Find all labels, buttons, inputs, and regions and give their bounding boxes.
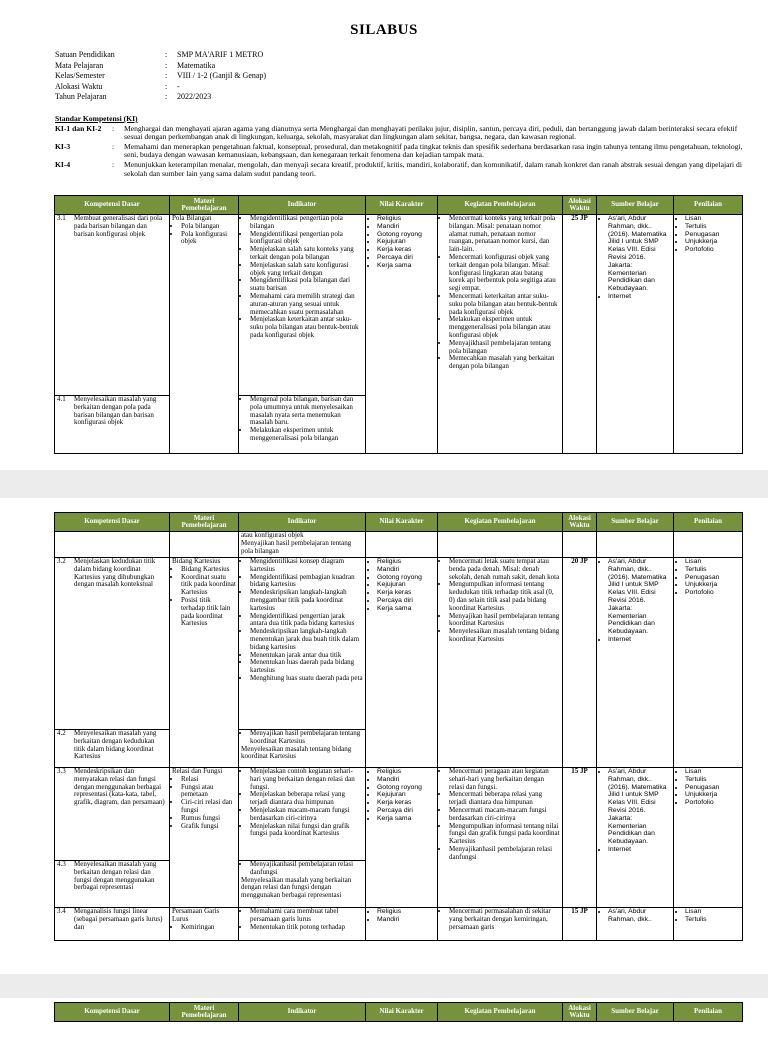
list-item: • Kerja sama: [377, 262, 435, 270]
list-item: • Koordinat suatu titik pada koordinat Kartesius: [181, 574, 236, 597]
list-item: • Mencermati letak suatu tempat atau benda pada denah. Misal: denah sekolah, denah rumah sakit, denah kota: [449, 558, 560, 581]
penilaian-list: [676, 768, 740, 807]
list-item: • Mencermati konfigurasi objek yang terkait dengan pola bilangan. Misal: konfigurasi lingkaran atau batang korek api berbentuk pola segitiga atau segi empat.: [449, 254, 560, 293]
list-item: • As'ari, Abdur Rahman, dkk.. (2016). Matematika Jilid I untuk SMP Kelas VIII. Edisi Revisi 2016. Jakarta: Kementerian Pendidikan dan Kebudayaan.: [608, 215, 671, 293]
list-item: • Menjelaskan beberapa relasi yang terjadi diantara dua himpunan: [250, 791, 363, 807]
table-row: 3.2 Menjelaskan kedudukan titik dalam bidang koordinat Kartesius yang dihubungkan dengan masalah kontekstual Bidang Kartesius • Bidang Kartesius • Koordinat suatu titik pada koordinat Kartesius • Posisi titik terhadap titik lain pada koordinat Kartesius • Mengidentifikasi konsep diagram kartesius • Mengidentifikasi pembagian kuadran bidang kartesius • Mendeskripsikan langkah-langkah menggambar titik pada koordinat kartesius • Mengidentifikasi pengertian jarak antara dua titik pada bidang kartesius • Mendeskripsikan langkah-langkah menentukan jarak dua buah titik dalam bidang kartesius • Menentukan jarak antar dua titik • Menentukan luas daerah pada bidang kartesius • Menghitung luas suatu daerah pada peta • Religius • Mandiri • Gotong royong • Kejujuran • Kerja keras • Percaya diri • Kerja sama • Mencermati letak suatu tempat atau benda pada denah. Misal: denah sekolah, denah rumah sakit, denah kota • Mengumpulkan informasi tentang kedudukan titik terhadap titik asal (0, 0) dan selain titik asal pada bidang koordinat Kartesius • Menyajikan hasil pembelajaran tentang koordinat Kartesius • Menyelesaikan masalah tentang bidang koordinat Kartesius 20 JP • As'ari, Abdur Rahman, dkk.. (2016). Matematika Jilid I untuk SMP Kelas VIII. Edisi Revisi 2016. Jakarta: Kementerian Pendidikan dan Kebudayaan. • Internet • Lisan • Tertulis • Penugasan • Unjukkerja • Portofolio: [55, 558, 743, 730]
list-item: • Menyelesaikan masalah tentang bidang koordinat Kartesius: [449, 628, 560, 644]
list-item: • Menjelaskan salah satu konfigurasi objek yang terkait dengan: [250, 262, 363, 278]
list-item: • Gotong royong: [377, 784, 435, 792]
list-item: • Lisan: [685, 558, 740, 566]
ki-row: KI-4 : Menunjukkan keterampilan menalar, mengolah, dan menyaji secara kreatif, produktif, kritis, mandiri, kolaboratif, dan komunikatif, dalam ranah konkret dan ranah abstrak sesuai dengan yang dipelajari di sekolah dan sumber lain yang sama dalam sudut pandang teori.: [55, 159, 742, 178]
list-item: • Menentukan luas daerah pada bidang kartesius: [250, 659, 363, 675]
list-item: • Unjukkerja: [685, 791, 740, 799]
table-row: 3.1 Membuat generalisasi dari pola pada barisan bilangan dan barisan konfigurasi objek Pola Bilangan • Pola bilangan • Pola konfigurasi objek • Mengidentifikasi pengertian pola bilangan • Mengidentifikasi pengertian pola konfigurasi objek • Menjelaskan salah satu konteks yang terkait dengan pola bilangan • Menjelaskan salah satu konfigurasi objek yang terkait dengan • Mengidentifikasi pola bilangan dari suatu barisan • Memahami cara memilih strategi dan aturan-aturan yang sesuai untuk memecahkan suatu permasalahan • Menjelaskan keterkaitan antar suku-suku pola bilangan atau bentuk-bentuk pada konfigurasi objek • Religius • Mandiri • Gotong royong • Kejujuran • Kerja keras • Percaya diri • Kerja sama • Mencermati konteks yang terkait pola bilangan. Misal: penataan nomor alamat rumah, penataan nomor ruangan, penataan nomor kursi, dan lain-lain. • Mencermati konfigurasi objek yang terkait dengan pola bilangan. Misal: konfigurasi lingkaran atau batang korek api berbentuk pola segitiga atau segi empat. • Mencermati keterkaitan antar suku-suku pola bilangan atau bentuk-bentuk pada konfigurasi objek • Melakukan eksperimen untuk menggeneralisasi pola bilangan atau konfigurasi objek • Menyajikhasil pembelajaran tentang pola bilangan • Memecahkan masalah yang berkaitan dengan pola bilangan 25 JP • As'ari, Abdur Rahman, dkk.. (2016). Matematika Jilid I untuk SMP Kelas VIII. Edisi Revisi 2016. Jakarta: Kementerian Pendidikan dan Kebudayaan. • Internet • Lisan • Tertulis • Penugasan • Unjukkerja • Portofolio: [55, 215, 743, 396]
list-item: • Gotong royong: [377, 231, 435, 239]
list-item: • Mencermati keterkaitan antar suku-suku pola bilangan atau bentuk-bentuk pada konfigurasi objek: [449, 293, 560, 316]
list-item: • Mengidentifikasi pembagian kuadran bidang kartesius: [250, 574, 363, 590]
info-row: Tahun Pelajaran : 2022/2023: [55, 92, 212, 101]
list-item: • Internet: [608, 846, 671, 854]
identity-block: [55, 50, 266, 103]
list-item: • Mandiri: [377, 566, 435, 574]
list-item: • Mandiri: [377, 223, 435, 231]
list-item: • Mengidentifikasi pengertian pola bilangan: [250, 215, 363, 231]
list-item: • Percaya diri: [377, 597, 435, 605]
list-item: • Percaya diri: [377, 807, 435, 815]
indikator-list: [241, 768, 363, 838]
list-item: • Rumus fungsi: [181, 815, 236, 823]
list-item: • Religius: [377, 908, 435, 916]
list-item: • Penugasan: [685, 231, 740, 239]
table-header: Kompetensi Dasar Materi Pemebelajaran Indikator Nilai Karakter Kegiatan Pembelajaran Alokasi Waktu Sumber Belajar Penilaian: [55, 513, 743, 532]
list-item: • Percaya diri: [377, 254, 435, 262]
syllabus-table: [54, 195, 743, 454]
penilaian-list: [676, 558, 740, 597]
list-item: • Mencermati konteks yang terkait pola bilangan. Misal: penataan nomor alamat rumah, penataan nomor ruangan, penataan nomor kursi, dan lain-lain.: [449, 215, 560, 254]
ki-row: KI-3 : Memahami dan menerapkan pengetahuan faktual, konseptual, prosedural, dan metakognitif pada tingkat teknis dan spesifik sederhana berdasarkan rasa ingin tahunya tentang ilmu pengetahuan, teknologi, seni, budaya dengan wawasan kemanusiaan, kebangsaan, dan kenegaraan terkait fenomena dan kejadian tampak mata.: [55, 141, 743, 160]
list-item: • Unjukkerja: [685, 581, 740, 589]
table-header: Kompetensi Dasar Materi Pemebelajaran Indikator Nilai Karakter Kegiatan Pembelajaran Alokasi Waktu Sumber Belajar Penilaian: [55, 1003, 743, 1022]
syllabus-table: [54, 1002, 743, 1022]
penilaian-list: [676, 908, 740, 924]
list-item: • Tertulis: [685, 566, 740, 574]
table-row: 3.4 Menganalisis fungsi linear (sebagai persamaan garis lurus) dan Persamaan Garis Lurus • Kemiringan • Memahami cara membuat tabel persamaan garis lurus • Menentukan titik potong terhadap • Religius • Mandiri • Mencermati permasalahan di sekitar yang berkaitan dengan kemiringan, persamaan garis 15 JP • As'ari, Abdur Rahman, dkk.. • Lisan • Tertulis: [55, 908, 743, 941]
list-item: • Fungsi atau pemetaan: [181, 784, 236, 800]
list-item: • Kerja keras: [377, 799, 435, 807]
list-item: • Mengumpulkan informasi tentang kedudukan titik terhadap titik asal (0, 0) dan selain titik asal pada bidang koordinat Kartesius: [449, 581, 560, 612]
list-item: • As'ari, Abdur Rahman, dkk.. (2016). Matematika Jilid I untuk SMP Kelas VIII. Edisi Revisi 2016. Jakarta: Kementerian Pendidikan dan Kebudayaan.: [608, 558, 671, 636]
list-item: • Tertulis: [685, 223, 740, 231]
list-item: • Menyajikhasil pembelajaran tentang pola bilangan: [449, 340, 560, 356]
list-item: • Menyajikan hasil pembelajaran tentang koordinat Kartesius: [449, 613, 560, 629]
list-item: • Religius: [377, 558, 435, 566]
page-3: [0, 998, 768, 1038]
list-item: • Menjelaskan nilai fungsi dan grafik fungsi pada koordinat Kartesius: [250, 823, 363, 839]
list-item: • Kerja sama: [377, 605, 435, 613]
list-item: • Internet: [608, 293, 671, 301]
kegiatan-list: [440, 768, 560, 862]
info-row: Alokasi Waktu : -: [55, 81, 180, 91]
list-item: • Menjelaskan contoh kegiatan sehari-hari yang berkaitan dengan relasi dan fungsi.: [250, 768, 363, 791]
list-item: • Tertulis: [685, 776, 740, 784]
list-item: • Menjelaskan salah satu konteks yang terkait dengan pola bilangan: [250, 246, 363, 262]
nilai-list: [368, 908, 435, 924]
list-item: • Pola konfigurasi objek: [181, 231, 236, 247]
list-item: • Melakukan eksperimen untuk menggeneralisasi pola bilangan: [250, 427, 363, 443]
materi-list: [172, 776, 236, 831]
list-item: • Mendeskripsikan langkah-langkah menentukan jarak dua buah titik dalam bidang kartesius: [250, 628, 363, 651]
page-title: SILABUS: [350, 22, 418, 38]
list-item: • Religius: [377, 215, 435, 223]
table-row: 3.3 Mendeskripsikan dan menyatakan relasi dan fungsi dengan menggunakan berbagai representasi (kata-kata, tabel, grafik, diagram, dan persamaan) Relasi dan Fungsi • Relasi • Fungsi atau pemetaan • Ciri-ciri relasi dan fungsi • Rumus fungsi • Grafik fungsi • Menjelaskan contoh kegiatan sehari-hari yang berkaitan dengan relasi dan fungsi. • Menjelaskan beberapa relasi yang terjadi diantara dua himpunan • Menjelaskan macam-macam fungsi berdasarkan ciri-cirinya • Menjelaskan nilai fungsi dan grafik fungsi pada koordinat Kartesius • Religius • Mandiri • Gotong royong • Kejujuran • Kerja keras • Percaya diri • Kerja sama • Mencermati peragaan atau kegiatan sehari-hari yang berkaitan dengan relasi dan fungsi. • Mencermati beberapa relasi yang terjadi diantara dua himpunan • Mencermati macam-macam fungsi berdasarkan ciri-cirinya • Mengumpulkan informasi tentang nilai fungsi dan grafik fungsi pada koordinat Kartesius • Menyajikanhasil pembelajaran relasi danfungsi 15 JP • As'ari, Abdur Rahman, dkk.. (2016). Matematika Jilid I untuk SMP Kelas VIII. Edisi Revisi 2016. Jakarta: Kementerian Pendidikan dan Kebudayaan. • Internet • Lisan • Tertulis • Penugasan • Unjukkerja • Portofolio: [55, 768, 743, 861]
page-2: [0, 498, 768, 974]
list-item: • Lisan: [685, 768, 740, 776]
materi-list: [172, 924, 236, 932]
list-item: • Memecahkan masalah yang berkaitan dengan pola bilangan: [449, 355, 560, 371]
table-row: 4.2 Menyelesaikan masalah yang berkaitan dengan kedudukan titik dalam bidang koordinat Kartesius • Menyajikan hasil pembelajaran tentang koordinat Kartesius Menyelesaikan masalah tentang bidang koordinat Kartesius: [55, 730, 743, 768]
list-item: • Mencermati beberapa relasi yang terjadi diantara dua himpunan: [449, 791, 560, 807]
list-item: • Mengidentifikasi pengertian jarak antara dua titik pada bidang kartesius: [250, 613, 363, 629]
list-item: • Ciri-ciri relasi dan fungsi: [181, 799, 236, 815]
indikator-list: [241, 558, 363, 683]
list-item: • Menentukan titik potong terhadap: [250, 924, 363, 932]
list-item: • Menjelaskan macam-macam fungsi berdasarkan ciri-cirinya: [250, 807, 363, 823]
sumber-list: [599, 558, 671, 644]
list-item: • Memahami cara membuat tabel persamaan garis lurus: [250, 908, 363, 924]
list-item: • Posisi titik terhadap titik lain pada koordinat Kartesius: [181, 597, 236, 628]
list-item: • Grafik fungsi: [181, 823, 236, 831]
list-item: • Memahami cara memilih strategi dan aturan-aturan yang sesuai untuk memecahkan suatu permasalahan: [250, 293, 363, 316]
ki-heading: Standar Kompetensi (KI): [55, 114, 138, 123]
list-item: • Portofolio: [685, 799, 740, 807]
table-row: 4.3 Menyelesaikan masalah yang berkaitan dengan relasi dan fungsi dengan menggunakan berbagai representasi • Menyajikanhasil pembelajaran relasi danfungsi Menyelesaikan masalah yang berkaitan dengan relasi dan fungsi dengan menggunakan berbagai representasi: [55, 861, 743, 908]
materi-list: [172, 223, 236, 246]
syllabus-table: [54, 512, 743, 941]
list-item: • As'ari, Abdur Rahman, dkk.. (2016). Matematika Jilid I untuk SMP Kelas VIII. Edisi Revisi 2016. Jakarta: Kementerian Pendidikan dan Kebudayaan.: [608, 768, 671, 846]
list-item: • Lisan: [685, 215, 740, 223]
sumber-list: [599, 768, 671, 854]
list-item: • Menentukan jarak antar dua titik: [250, 652, 363, 660]
list-item: • Mencermati permasalahan di sekitar yang berkaitan dengan kemiringan, persamaan garis: [449, 908, 560, 931]
list-item: • Penugasan: [685, 574, 740, 582]
list-item: • Lisan: [685, 908, 740, 916]
list-item: • Kerja keras: [377, 589, 435, 597]
list-item: • Portofolio: [685, 589, 740, 597]
list-item: • Mengumpulkan informasi tentang nilai fungsi dan grafik fungsi pada koordinat Kartesius: [449, 823, 560, 846]
list-item: • Mendeskripsikan langkah-langkah menggambar titik pada koordinat kartesius: [250, 589, 363, 612]
list-item: • Mencermati macam-macam fungsi berdasarkan ciri-cirinya: [449, 807, 560, 823]
indikator-list: [241, 396, 363, 443]
core-competence-block: [55, 115, 745, 179]
list-item: • Mandiri: [377, 916, 435, 924]
ki-row: KI-1 dan KI-2 : Menghargai dan menghayati ajaran agama yang dianutnya serta Menghargai dan menghayati perilaku jujur, disiplin, santun, percaya diri, peduli, dan bertanggung jawab dalam berinteraksi secara efektif sesuai dengan perkembangan anak di lingkungan, keluarga, sekolah, masyarakat dan lingkungan alam sekitar, bangsa, negara, dan kawasan regional.: [55, 123, 738, 142]
list-item: • Bidang Kartesius: [181, 566, 236, 574]
list-item: • Mengidentifikasi pengertian pola konfigurasi objek: [250, 231, 363, 247]
info-row: Mata Pelajaran : Matematika: [55, 60, 216, 70]
table-header: Kompetensi Dasar Materi Pemebelajaran Indikator Nilai Karakter Kegiatan Pembelajaran Alokasi Waktu Sumber Belajar Penilaian: [55, 196, 743, 215]
list-item: • Kerja sama: [377, 815, 435, 823]
list-item: • Melakukan eksperimen untuk menggeneralisasi pola bilangan atau konfigurasi objek: [449, 316, 560, 339]
list-item: • Menghitung luas suatu daerah pada peta: [250, 675, 363, 683]
list-item: • Relasi: [181, 776, 236, 784]
kegiatan-list: [440, 215, 560, 371]
list-item: • Internet: [608, 636, 671, 644]
page-1: [0, 0, 768, 470]
info-row: Kelas/Semester : VIII / 1-2 (Ganjil & Genap): [55, 71, 267, 80]
kegiatan-list: [440, 558, 560, 644]
list-item: • Kejujuran: [377, 791, 435, 799]
materi-list: [172, 566, 236, 628]
info-row: Satuan Pendidikan : SMP MA'ARIF 1 METRO: [55, 50, 264, 59]
nilai-list: [368, 215, 435, 270]
nilai-list: [368, 768, 435, 823]
list-item: • Religius: [377, 768, 435, 776]
list-item: • Mengidentifikasi pola bilangan dari suatu barisan: [250, 277, 363, 293]
nilai-list: [368, 558, 435, 613]
list-item: • Tertulis: [685, 916, 740, 924]
list-item: • Penugasan: [685, 784, 740, 792]
list-item: • Gotong royong: [377, 574, 435, 582]
list-item: • Mengidentifikasi konsep diagram kartesius: [250, 558, 363, 574]
list-item: • Unjukkerja: [685, 238, 740, 246]
list-item: • Kejujuran: [377, 238, 435, 246]
table-row: atau konfigurasi objek Menyajikan hasil pembelajaran tentang pola bilangan: [55, 532, 743, 558]
list-item: • Portofolio: [685, 246, 740, 254]
sumber-list: [599, 215, 671, 301]
list-item: • Pola bilangan: [181, 223, 236, 231]
list-item: • Menjelaskan keterkaitan antar suku-suku pola bilangan atau bentuk-bentuk pada konfigurasi objek: [250, 316, 363, 339]
indikator-list: [241, 215, 363, 340]
kegiatan-list: [440, 908, 560, 931]
list-item: • Kerja keras: [377, 246, 435, 254]
list-item: • Mencermati peragaan atau kegiatan sehari-hari yang berkaitan dengan relasi dan fungsi.: [449, 768, 560, 791]
penilaian-list: [676, 215, 740, 254]
list-item: • Menyajikanhasil pembelajaran relasi danfungsi: [449, 846, 560, 862]
table-row: 4.1 Menyelesaikan masalah yang berkaitan dengan pola pada barisan bilangan dan barisan konfigurasi objek • Mengenal pola bilangan, barisan dan pola umumnya untuk menyelesaikan masalah nyata serta menemukan masalah baru. • Melakukan eksperimen untuk menggeneralisasi pola bilangan: [55, 396, 743, 454]
list-item: • Kemiringan: [181, 924, 236, 932]
list-item: • Mengenal pola bilangan, barisan dan pola umumnya untuk menyelesaikan masalah nyata serta menemukan masalah baru.: [250, 396, 363, 427]
list-item: • Mandiri: [377, 776, 435, 784]
indikator-list: [241, 908, 363, 931]
list-item: • Kejujuran: [377, 581, 435, 589]
